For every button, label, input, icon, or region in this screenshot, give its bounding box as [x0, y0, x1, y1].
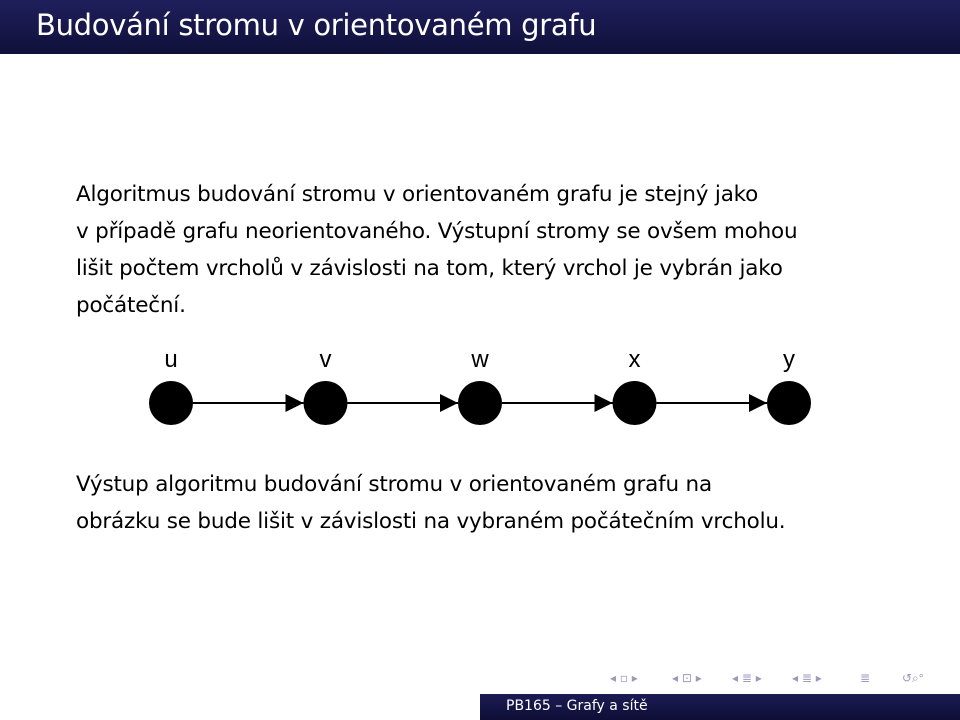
node-label-u: u: [164, 346, 178, 373]
footer-course-title: PB165 – Grafy a sítě: [506, 698, 648, 714]
node-u: [149, 381, 193, 425]
node-w: [458, 381, 502, 425]
beamer-navigation-bar: [580, 668, 960, 688]
paragraph-line: v případě grafu neorientovaného. Výstupní stromy se ovšem mohou: [76, 219, 798, 244]
paragraph-intro: [76, 176, 906, 324]
slide-header: [0, 0, 960, 54]
nav-frame-prev-icon[interactable]: ◂ ▫ ▸: [610, 671, 638, 685]
nav-section-prev-icon[interactable]: ◂ ≣ ▸: [732, 671, 762, 685]
node-label-y: y: [783, 346, 795, 373]
node-v: [304, 381, 348, 425]
paragraph-line: Algoritmus budování stromu v orientovaném grafu je stejný jako: [76, 182, 759, 207]
directed-path-graph: [0, 330, 960, 440]
node-y: [767, 381, 811, 425]
nav-section-next-icon[interactable]: ◂ ≣ ▸: [792, 671, 822, 685]
node-x: [613, 381, 657, 425]
slide-title: Budování stromu v orientovaném grafu: [36, 8, 597, 42]
paragraph-line: lišit počtem vrcholů v závislosti na tom, který vrchol je vybrán jako: [76, 256, 783, 281]
footer-right-panel: [480, 694, 960, 720]
nav-appendix-icon[interactable]: ≣: [860, 671, 871, 685]
footer-left-panel: [0, 694, 480, 720]
paragraph-output: [76, 466, 906, 540]
slide-footer: [0, 694, 960, 720]
paragraph-line: Výstup algoritmu budování stromu v orientovaném grafu na: [76, 472, 712, 497]
paragraph-line: počáteční.: [76, 293, 186, 318]
node-label-v: v: [319, 346, 332, 373]
node-label-x: x: [628, 346, 641, 373]
node-label-w: w: [471, 346, 489, 373]
nav-subsection-icon[interactable]: ◂ ⊡ ▸: [672, 671, 702, 685]
paragraph-line: obrázku se bude lišit v závislosti na vybraném počátečním vrcholu.: [76, 509, 786, 534]
nav-search-icon[interactable]: ↺⌕ᐤ: [902, 671, 924, 685]
